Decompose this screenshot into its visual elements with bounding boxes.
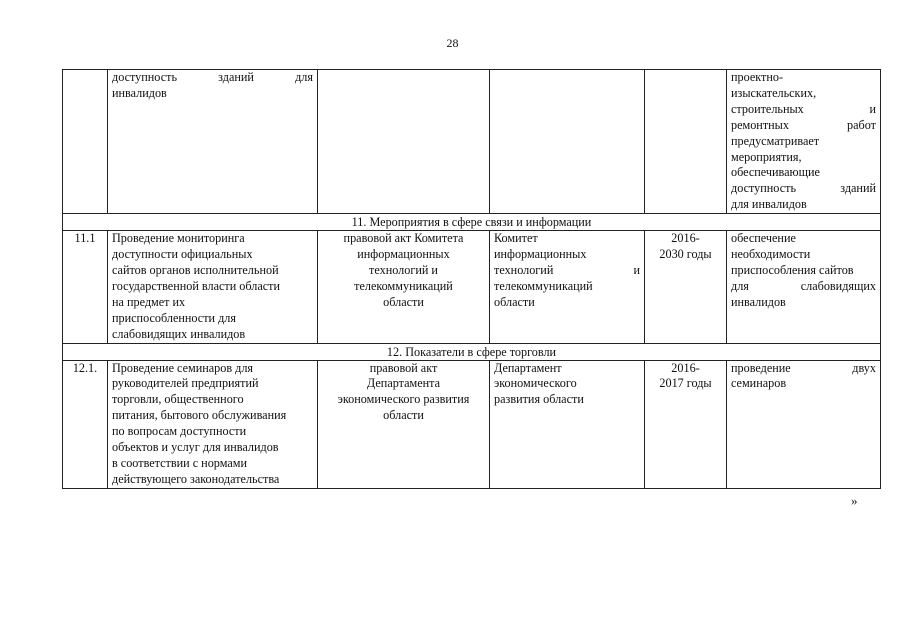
document-line: правовой акт Комитета	[343, 231, 464, 246]
measure-line: доступности официальных	[112, 247, 253, 262]
result-cell	[727, 360, 881, 488]
result-line: ремонтных работ	[731, 117, 876, 132]
section-header-row	[63, 214, 881, 231]
period-cell	[645, 231, 727, 343]
measure-line: действующего законодательства	[112, 471, 280, 486]
measure-line: руководителей предприятий	[112, 376, 259, 391]
measure-line: Проведение семинаров для	[112, 360, 254, 375]
measure-cell	[108, 360, 318, 488]
measure-line: приспособленности для	[112, 310, 236, 325]
executor-line: технологий и	[494, 262, 640, 277]
period-cell	[645, 70, 727, 214]
measure-line: доступность зданий для	[112, 70, 313, 84]
executor-cell	[490, 231, 645, 343]
page-number: 28	[446, 36, 459, 50]
executor-line: области	[494, 294, 535, 309]
measure-line: объектов и услуг для инвалидов	[112, 440, 279, 455]
document-line: экономического развития	[337, 392, 470, 407]
measure-line: торговли, общественного	[112, 392, 244, 407]
measure-line: по вопросам доступности	[112, 424, 247, 439]
measure-cell	[108, 70, 318, 214]
row-number-cell: 12.1.	[63, 360, 108, 488]
document-cell	[318, 231, 490, 343]
period-line: 2017 годы	[659, 376, 712, 391]
result-line: семинаров	[731, 376, 787, 391]
document-line: области	[383, 294, 424, 309]
document-line: технологий и	[369, 262, 438, 277]
executor-line: Комитет	[494, 231, 538, 246]
row-number-cell: 11.1	[63, 231, 108, 343]
document-line: телекоммуникаций	[354, 278, 453, 293]
result-line: доступность зданий	[731, 181, 876, 196]
result-line: обеспечивающие	[731, 165, 820, 180]
table-row	[63, 70, 881, 214]
result-line: инвалидов	[731, 294, 786, 309]
executor-line: Департамент	[494, 360, 562, 375]
executor-line: развития области	[494, 392, 584, 407]
measure-line: государственной власти области	[112, 278, 281, 293]
measure-line: Проведение мониторинга	[112, 231, 245, 246]
executor-cell	[490, 70, 645, 214]
document-line: информационных	[357, 247, 450, 262]
executor-line: информационных	[494, 247, 587, 262]
measure-line: питания, бытового обслуживания	[112, 408, 287, 423]
measure-line: сайтов органов исполнительной	[112, 262, 279, 277]
document-line: Департамента	[366, 376, 441, 391]
result-line: изыскательских,	[731, 85, 817, 100]
period-line: 2016-	[671, 231, 700, 246]
executor-line: телекоммуникаций	[494, 278, 593, 293]
table-row	[63, 231, 881, 343]
result-line: строительных и	[731, 101, 876, 116]
result-line: мероприятия,	[731, 149, 802, 164]
measure-line: на предмет их	[112, 294, 186, 309]
result-line: предусматривает	[731, 133, 820, 148]
row-number-cell	[63, 70, 108, 214]
period-line: 2030 годы	[659, 247, 712, 262]
result-line: приспособления сайтов	[731, 262, 854, 277]
table-row	[63, 360, 881, 488]
section-title: 12. Показатели в сфере торговли	[63, 343, 881, 360]
document-cell	[318, 360, 490, 488]
section-title: 11. Мероприятия в сфере связи и информации	[63, 214, 881, 231]
result-line: необходимости	[731, 247, 811, 262]
result-line: для инвалидов	[731, 197, 807, 212]
executor-cell	[490, 360, 645, 488]
measure-line: в соответствии с нормами	[112, 455, 247, 470]
result-line: проектно-	[731, 70, 784, 84]
result-cell	[727, 231, 881, 343]
document-line: правовой акт	[369, 360, 438, 375]
document-line: области	[383, 408, 424, 423]
period-line: 2016-	[671, 360, 700, 375]
executor-line: экономического	[494, 376, 577, 391]
period-cell	[645, 360, 727, 488]
result-line: для слабовидящих	[731, 278, 876, 293]
result-line: проведение двух	[731, 360, 876, 375]
result-cell	[727, 70, 881, 214]
measure-line: слабовидящих инвалидов	[112, 326, 246, 341]
measure-line: инвалидов	[112, 85, 167, 100]
measure-cell	[108, 231, 318, 343]
measures-table	[62, 69, 881, 489]
closing-quote-mark: »	[851, 493, 858, 508]
result-line: обеспечение	[731, 231, 796, 246]
document-cell	[318, 70, 490, 214]
section-header-row	[63, 343, 881, 360]
